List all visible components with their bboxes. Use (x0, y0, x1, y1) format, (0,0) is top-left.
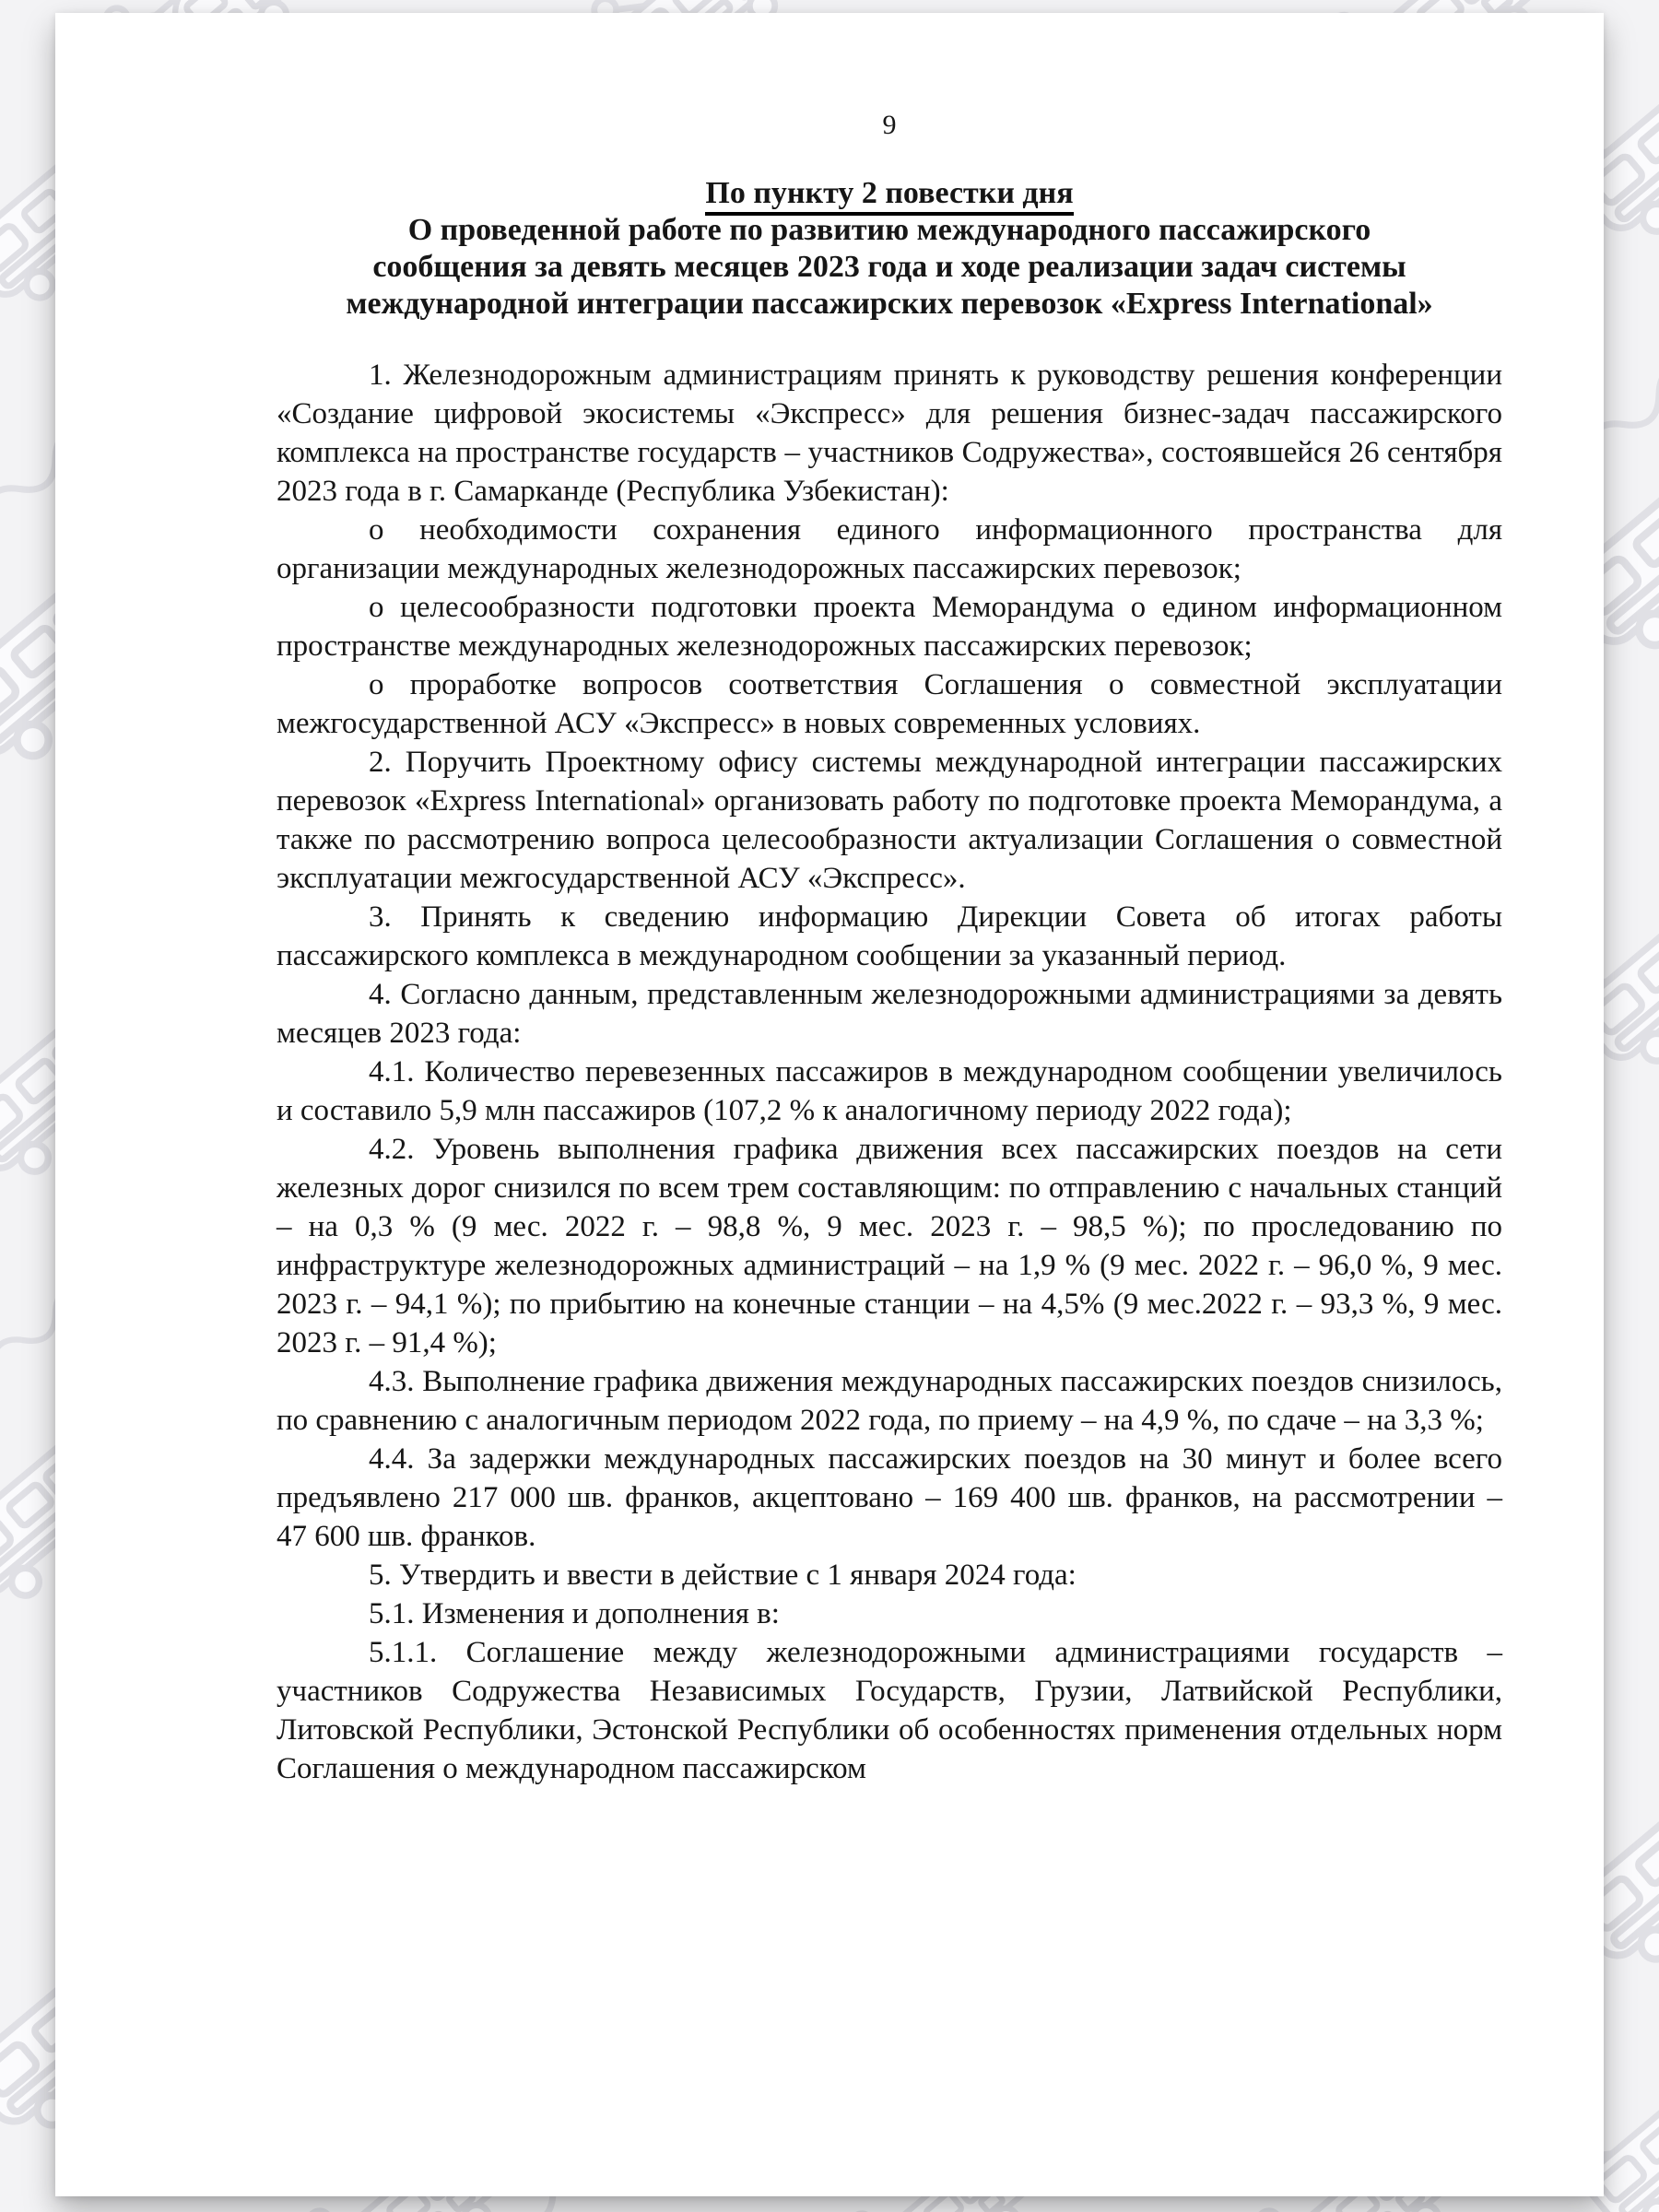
paragraph: 4.4. За задержки международных пассажирских поездов на 30 минут и более всего предъявлено 217 000 шв. франков, акцептовано – 169 400 шв. франков, на рассмотрении – 47 600 шв. франков. (276, 1442, 1502, 1553)
document-content (276, 13, 1502, 1788)
heading-line: сообщения за девять месяцев 2023 года и ходе реализации задач системы (372, 250, 1406, 284)
paragraph: 1. Железнодорожным администрациям принять к руководству решения конференции «Создание цифровой экосистемы «Экспресс» для решения бизнес-задач пассажирского комплекса на пространстве государств – участников Содружества», состоявшейся 26 сентября 2023 года в г. Самарканде (Республика Узбекистан): (276, 359, 1502, 508)
paragraph: 5.1.1. Соглашение между железнодорожными администрациями государств – участников Содружества Независимых Государств, Грузии, Латвийской Республики, Литовской Республики, Эстонской Республики об особенностях применения отдельных норм Соглашения о международном пассажирском (276, 1636, 1502, 1785)
paragraph: 4. Согласно данным, представленным железнодорожными администрациями за девять месяцев 2023 года: (276, 978, 1502, 1050)
paragraph: о необходимости сохранения единого информационного пространства для организации международных железнодорожных пассажирских перевозок; (276, 513, 1502, 585)
agenda-item-title-text: По пункту 2 повестки дня (705, 176, 1073, 216)
document-body (276, 356, 1502, 1788)
heading-line: О проведенной работе по развитию международного пассажирского (407, 213, 1371, 247)
paragraph: 3. Принять к сведению информацию Дирекции Совета об итогах работы пассажирского комплекса в международном сообщении за указанный период. (276, 900, 1502, 972)
document-heading (276, 212, 1502, 323)
paragraph: 4.1. Количество перевезенных пассажиров в международном сообщении увеличилось и составило 5,9 млн пассажиров (107,2 % к аналогичному периоду 2022 года); (276, 1055, 1502, 1127)
paragraph: 5. Утвердить и ввести в действие с 1 января 2024 года: (369, 1559, 1077, 1592)
paragraph: 4.3. Выполнение графика движения международных пассажирских поездов снизилось, по сравнению с аналогичным периодом 2022 года, по приему – на 4,9 %, по сдаче – на 3,3 %; (276, 1365, 1502, 1437)
paragraph: о целесообразности подготовки проекта Меморандума о едином информационном пространстве международных железнодорожных пассажирских перевозок; (276, 591, 1502, 663)
paragraph: 5.1. Изменения и дополнения в: (369, 1597, 780, 1630)
paragraph: 4.2. Уровень выполнения графика движения всех пассажирских поездов на сети железных дорог снизился по всем трем составляющим: по отправлению с начальных станций – на 0,3 % (9 мес. 2022 г. – 98,8 %, 9 мес. 2023 г. – 98,5 %); по проследованию по инфраструктуре железнодорожных администраций – на 1,9 % (9 мес. 2022 г. – 96,0 %, 9 мес. 2023 г. – 94,1 %); по прибытию на конечные станции – на 4,5% (9 мес.2022 г. – 93,3 %, 9 мес. 2023 г. – 91,4 %); (276, 1133, 1502, 1359)
heading-line: международной интеграции пассажирских перевозок «Express International» (346, 287, 1433, 321)
agenda-item-title (276, 175, 1502, 212)
paragraph: о проработке вопросов соответствия Соглашения о совместной эксплуатации межгосударственной АСУ «Экспресс» в новых современных условиях. (276, 668, 1502, 740)
page-number: 9 (882, 110, 897, 140)
paragraph: 2. Поручить Проектному офису системы международной интеграции пассажирских перевозок «Express International» организовать работу по подготовке проекта Меморандума, а также по рассмотрению вопроса целесообразности актуализации Соглашения о совместной эксплуатации межгосударственной АСУ «Экспресс». (276, 746, 1502, 895)
document-page (55, 13, 1604, 2196)
